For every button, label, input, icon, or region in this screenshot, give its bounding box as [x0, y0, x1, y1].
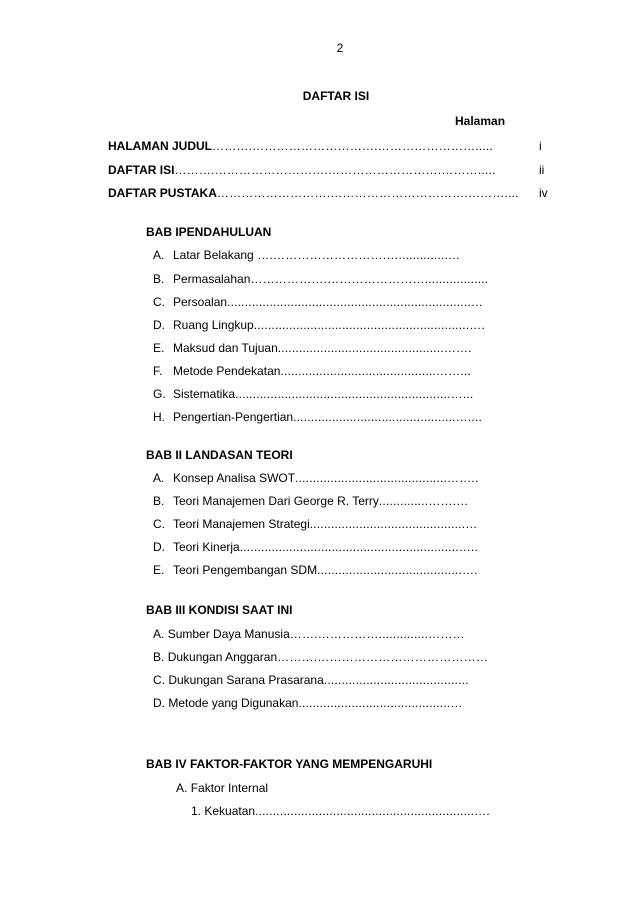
- toc-item: [153, 410, 482, 424]
- item-text: Teori Manajemen Strategi: [173, 517, 310, 531]
- item-letter: E.: [153, 341, 165, 355]
- front-matter-page: iv: [539, 186, 548, 200]
- page-number: 2: [336, 41, 344, 55]
- leader-dots: ……….……………………….……………………….……….....: [174, 163, 496, 177]
- toc-item: [153, 387, 473, 401]
- leader-dots: ............................................……...: [280, 364, 471, 378]
- front-matter-row: [108, 186, 519, 200]
- toc-item: [153, 494, 468, 508]
- toc-item: [153, 318, 485, 332]
- toc-item: [153, 364, 471, 378]
- leader-dots: ..............…….…: [378, 494, 469, 508]
- item-text: Konsep Analisa SWOT: [173, 471, 296, 485]
- front-matter-row: [108, 163, 496, 177]
- item-text: Sistematika: [173, 387, 236, 401]
- item-text: Metode yang Digunakan: [168, 696, 299, 710]
- item-text: Teori Manajemen Dari George R. Terry: [173, 494, 379, 508]
- item-letter: C.: [153, 517, 165, 531]
- item-letter: B.: [153, 494, 165, 508]
- item-text: Ruang Lingkup: [173, 318, 254, 332]
- front-matter-page: ii: [539, 163, 545, 177]
- toc-item: [153, 563, 478, 577]
- toc-item: [153, 517, 477, 531]
- item-letter: C.: [153, 295, 165, 309]
- item-letter: A.: [176, 781, 188, 795]
- item-text: Teori Kinerja: [173, 540, 240, 554]
- leader-dots: ............................................…: [309, 517, 478, 531]
- leader-dots: ..............................................................….: [255, 804, 490, 818]
- item-letter: C.: [153, 673, 165, 687]
- leader-dots: ..............................................................…..: [239, 540, 479, 554]
- item-text: Dukungan Sarana Prasarana: [168, 673, 324, 687]
- toc-item: [153, 650, 488, 664]
- item-text: Persoalan: [173, 295, 228, 309]
- item-letter: D.: [153, 696, 165, 710]
- leader-dots: …….……………..............………: [289, 627, 465, 641]
- chapter-heading: BAB IV FAKTOR-FAKTOR YANG MEMPENGARUHI: [146, 757, 433, 771]
- leader-dots: .....................................................................…: [227, 295, 484, 309]
- leader-dots: .............................................................…...: [235, 387, 474, 401]
- front-matter-row: [108, 139, 493, 153]
- item-text: Sumber Daya Manusia: [167, 627, 290, 641]
- item-letter: B.: [153, 272, 165, 286]
- item-text: Metode Pendekatan: [173, 364, 281, 378]
- leader-dots: ….……………………….…..............…: [253, 248, 461, 262]
- item-letter: H.: [153, 410, 165, 424]
- page-column-header: Halaman: [455, 114, 506, 128]
- toc-item: [153, 248, 460, 262]
- item-text: Latar Belakang: [173, 248, 254, 262]
- leader-dots: ..............................................…....: [293, 410, 482, 424]
- leader-dots: ...........................................…: [298, 696, 463, 710]
- leader-dots: ……….……………………………………: [277, 650, 489, 664]
- toc-item: [153, 295, 483, 309]
- item-letter: A.: [153, 248, 165, 262]
- toc-item: [191, 804, 490, 818]
- leader-dots: ……………………….…………………………….………....: [216, 186, 519, 200]
- item-letter: D.: [153, 540, 165, 554]
- leader-dots: .........................................: [323, 673, 469, 687]
- toc-item: [153, 471, 479, 485]
- leader-dots: ……….………………………….…………………….....: [212, 139, 493, 153]
- leader-dots: .........................................….: [317, 563, 478, 577]
- chapter-heading: BAB II LANDASAN TEORI: [146, 448, 293, 462]
- item-letter: D.: [153, 318, 165, 332]
- toc-item: [153, 272, 488, 286]
- item-text: Kekuatan: [204, 804, 256, 818]
- chapter-heading: BAB III KONDISI SAAT INI: [146, 603, 293, 617]
- chapter-heading: BAB IPENDAHULUAN: [146, 225, 272, 239]
- item-letter: 1.: [191, 804, 202, 818]
- toc-item: [176, 781, 268, 795]
- front-matter-label: DAFTAR ISI: [108, 163, 175, 177]
- leader-dots: ...............................................…….: [277, 341, 472, 355]
- toc-item: [153, 627, 465, 641]
- front-matter-label: DAFTAR PUSTAKA: [108, 186, 217, 200]
- leader-dots: ……………….……………………..................: [250, 272, 489, 286]
- item-letter: G.: [153, 387, 166, 401]
- document-title: DAFTAR ISI: [302, 89, 370, 103]
- item-text: Faktor Internal: [190, 781, 269, 795]
- toc-item: [153, 341, 472, 355]
- toc-item: [153, 540, 478, 554]
- item-text: Permasalahan: [173, 272, 251, 286]
- item-text: Teori Pengembangan SDM: [173, 563, 318, 577]
- item-letter: E.: [153, 563, 165, 577]
- item-text: Dukungan Anggaran: [167, 650, 278, 664]
- front-matter-label: HALAMAN JUDUL: [108, 139, 212, 153]
- toc-item: [153, 673, 469, 687]
- item-text: Pengertian-Pengertian: [173, 410, 294, 424]
- item-text: Maksud dan Tujuan: [173, 341, 278, 355]
- item-letter: F.: [153, 364, 163, 378]
- leader-dots: ...........................................……..: [295, 471, 479, 485]
- toc-item: [153, 696, 463, 710]
- item-letter: B.: [153, 650, 165, 664]
- front-matter-page: i: [539, 139, 542, 153]
- leader-dots: .............................................................….: [253, 318, 486, 332]
- item-letter: A.: [153, 471, 165, 485]
- item-letter: A.: [153, 627, 165, 641]
